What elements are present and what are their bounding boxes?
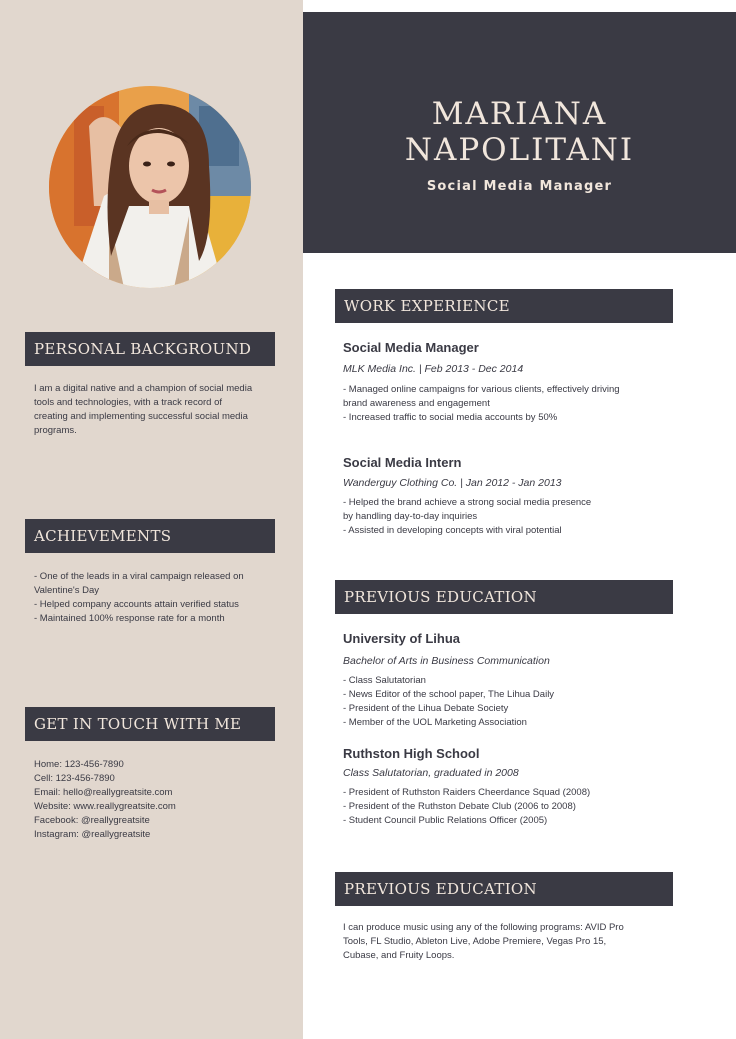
job-title: Social Media Manager: [343, 340, 479, 355]
contact-heading: GET IN TOUCH WITH ME: [25, 707, 275, 741]
contact-details: Home: 123-456-7890 Cell: 123-456-7890 Email: hello@reallygreatsite.com Website: www.reallygreatsite.com Facebook: @reallygreatsite Instagram: @reallygreatsite: [34, 759, 176, 840]
profile-photo: [49, 86, 251, 288]
achievements-heading: ACHIEVEMENTS: [25, 519, 275, 553]
work-experience-heading: WORK EXPERIENCE: [335, 289, 673, 323]
school-details: - Class Salutatorian - News Editor of the school paper, The Lihua Daily - President of the Lihua Debate Society - Member of the UOL Marketing Association: [343, 675, 555, 728]
skills-heading: PREVIOUS EDUCATION: [335, 872, 673, 906]
personal-background-heading: PERSONAL BACKGROUND: [25, 332, 275, 366]
job-company: Wanderguy Clothing Co. | Jan 2012 - Jan 2013: [343, 477, 562, 489]
header-panel: [303, 12, 736, 253]
school-degree: Bachelor of Arts in Business Communication: [343, 655, 550, 667]
profile-photo-graphic: [49, 86, 251, 288]
education-heading: PREVIOUS EDUCATION: [335, 580, 673, 614]
skills-text: I can produce music using any of the following programs: AVID Pro Tools, FL Studio, Ableton Live, Adobe Premiere, Vegas Pro 15, Cubase, and Fruity Loops.: [343, 922, 624, 961]
school-details: - President of Ruthston Raiders Cheerdance Squad (2008) - President of the Ruthston Debate Club (2006 to 2008) - Student Council Public Relations Officer (2005): [343, 787, 591, 826]
school-name: University of Lihua: [343, 631, 461, 646]
job-title: Social Media Intern: [343, 455, 462, 470]
job-details: - Helped the brand achieve a strong social media presence by handling day-to-day inquiries - Assisted in developing concepts with viral potential: [343, 497, 592, 536]
school-name: Ruthston High School: [343, 746, 480, 761]
name-line-1: MARIANA: [431, 96, 608, 132]
achievements-text: - One of the leads in a viral campaign released on Valentine's Day - Helped company accounts attain verified status - Maintained 100% response rate for a month: [34, 571, 244, 624]
job-details: - Managed online campaigns for various clients, effectively driving brand awareness and engagement - Increased traffic to social media accounts by 50%: [343, 384, 620, 423]
person-name: [303, 96, 736, 168]
job-company: MLK Media Inc. | Feb 2013 - Dec 2014: [343, 363, 524, 375]
job-role: Social Media Manager: [426, 179, 613, 194]
name-line-2: NAPOLITANI: [404, 132, 635, 168]
personal-background-text: I am a digital native and a champion of social media tools and technologies, with a track record of creating and implementing successful social media programs.: [34, 383, 253, 436]
school-degree: Class Salutatorian, graduated in 2008: [343, 767, 519, 779]
